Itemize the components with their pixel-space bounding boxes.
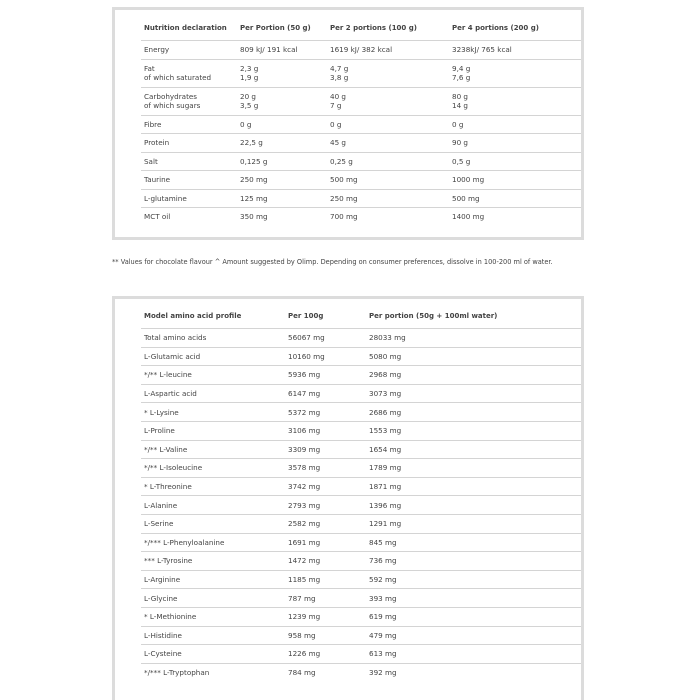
amino-row xyxy=(141,663,581,681)
nutrition-row xyxy=(141,115,581,134)
amino-cell-name: */*** L-Tryptophan xyxy=(141,663,285,681)
nutrition-cell xyxy=(327,189,449,208)
nutrition-row xyxy=(141,152,581,171)
amino-row xyxy=(141,384,581,403)
nutrition-cell xyxy=(449,152,581,171)
nutrition-cell-subvalue: 14 g xyxy=(452,101,468,110)
nutrition-cell-value: 1000 mg xyxy=(452,175,485,185)
nutrition-cell xyxy=(449,134,581,153)
nutrition-table-body xyxy=(141,41,581,226)
amino-cell-per100: 1185 mg xyxy=(285,570,366,589)
amino-row xyxy=(141,421,581,440)
amino-cell-portion: 736 mg xyxy=(366,552,581,571)
nutrition-cell xyxy=(237,171,327,190)
amino-row xyxy=(141,496,581,515)
amino-cell-portion: 1291 mg xyxy=(366,514,581,533)
amino-header-cell: Per 100g xyxy=(288,312,324,320)
nutrition-cell xyxy=(327,59,449,87)
amino-cell-portion: 1654 mg xyxy=(366,440,581,459)
amino-cell-per100: 784 mg xyxy=(285,663,366,681)
nutrition-cell xyxy=(327,41,449,60)
amino-cell-portion: 3073 mg xyxy=(366,384,581,403)
amino-row xyxy=(141,459,581,478)
amino-cell-per100: 1691 mg xyxy=(285,533,366,552)
nutrition-cell-value: 0 g xyxy=(452,119,464,129)
nutrition-cell-value: Fat xyxy=(144,64,155,73)
amino-row xyxy=(141,645,581,664)
nutrition-cell-value: 125 mg xyxy=(240,193,268,203)
nutrition-cell xyxy=(141,115,237,134)
amino-cell-name: L-Glycine xyxy=(141,589,285,608)
amino-cell-portion: 619 mg xyxy=(366,607,581,626)
nutrition-cell-value: Taurine xyxy=(144,175,171,185)
nutrition-cell xyxy=(141,208,237,226)
amino-cell-portion: 613 mg xyxy=(366,645,581,664)
nutrition-cell-value: 0 g xyxy=(330,119,342,129)
amino-cell-per100: 2793 mg xyxy=(285,496,366,515)
amino-header-row xyxy=(141,304,581,329)
nutrition-cell xyxy=(237,208,327,226)
nutrition-cell-value: 20 g xyxy=(240,92,256,101)
nutrition-cell xyxy=(141,59,237,87)
amino-cell-per100: 3578 mg xyxy=(285,459,366,478)
amino-header-cell: Model amino acid profile xyxy=(144,312,242,320)
amino-cell-name: L-Glutamic acid xyxy=(141,347,285,366)
amino-cell-portion: 392 mg xyxy=(366,663,581,681)
amino-acid-profile-panel xyxy=(112,296,584,700)
amino-cell-name: L-Proline xyxy=(141,421,285,440)
nutrition-header-cell: Per 2 portions (100 g) xyxy=(330,24,417,32)
nutrition-cell xyxy=(327,208,449,226)
nutrition-header-row xyxy=(141,16,581,41)
nutrition-row xyxy=(141,59,581,87)
amino-cell-portion: 1871 mg xyxy=(366,477,581,496)
nutrition-cell xyxy=(237,134,327,153)
amino-cell-per100: 10160 mg xyxy=(285,347,366,366)
nutrition-cell xyxy=(237,189,327,208)
amino-row xyxy=(141,366,581,385)
nutrition-cell xyxy=(449,59,581,87)
amino-cell-name: L-Histidine xyxy=(141,626,285,645)
amino-cell-portion: 393 mg xyxy=(366,589,581,608)
amino-row xyxy=(141,533,581,552)
amino-cell-portion: 2686 mg xyxy=(366,403,581,422)
amino-cell-name: */** L-leucine xyxy=(141,366,285,385)
amino-acid-table xyxy=(141,304,581,681)
amino-cell-portion: 2968 mg xyxy=(366,366,581,385)
nutrition-cell-value: Protein xyxy=(144,138,170,148)
amino-cell-name: */** L-Valine xyxy=(141,440,285,459)
amino-cell-name: * L-Methionine xyxy=(141,607,285,626)
nutrition-row xyxy=(141,208,581,226)
amino-cell-name: L-Serine xyxy=(141,514,285,533)
amino-cell-per100: 56067 mg xyxy=(285,329,366,348)
nutrition-cell xyxy=(449,208,581,226)
amino-cell-per100: 787 mg xyxy=(285,589,366,608)
nutrition-cell-value: 0,25 g xyxy=(330,156,353,166)
nutrition-cell-value: 0,5 g xyxy=(452,156,471,166)
nutrition-row xyxy=(141,189,581,208)
amino-cell-per100: 1239 mg xyxy=(285,607,366,626)
nutrition-cell xyxy=(141,134,237,153)
nutrition-cell-subvalue: 1,9 g xyxy=(240,73,259,82)
nutrition-cell-subvalue: 3,8 g xyxy=(330,73,349,82)
nutrition-cell-value: 0,125 g xyxy=(240,156,268,166)
amino-row xyxy=(141,440,581,459)
amino-cell-name: L-Alanine xyxy=(141,496,285,515)
nutrition-cell xyxy=(449,115,581,134)
nutrition-cell xyxy=(449,171,581,190)
amino-cell-per100: 6147 mg xyxy=(285,384,366,403)
nutrition-cell-value: 90 g xyxy=(452,138,468,148)
nutrition-cell-value: Energy xyxy=(144,45,170,55)
nutrition-cell xyxy=(237,87,327,115)
amino-cell-name: L-Cysteine xyxy=(141,645,285,664)
nutrition-cell-value: L-glutamine xyxy=(144,193,187,203)
amino-cell-name: Total amino acids xyxy=(141,329,285,348)
footnote: ** Values for chocolate flavour ^ Amount suggested by Olimp. Depending on consumer preferences, dissolve in 100-200 ml of water. xyxy=(112,258,553,266)
amino-cell-portion: 28033 mg xyxy=(366,329,581,348)
amino-row xyxy=(141,514,581,533)
amino-row xyxy=(141,570,581,589)
amino-cell-portion: 1553 mg xyxy=(366,421,581,440)
amino-cell-per100: 1226 mg xyxy=(285,645,366,664)
nutrition-cell xyxy=(449,189,581,208)
amino-row xyxy=(141,477,581,496)
amino-row xyxy=(141,626,581,645)
nutrition-cell xyxy=(237,152,327,171)
nutrition-cell-value: 700 mg xyxy=(330,212,358,222)
amino-table-body xyxy=(141,329,581,682)
amino-cell-portion: 845 mg xyxy=(366,533,581,552)
nutrition-cell xyxy=(327,134,449,153)
nutrition-row xyxy=(141,41,581,60)
nutrition-table xyxy=(141,16,581,226)
nutrition-row xyxy=(141,171,581,190)
nutrition-cell-value: 1619 kJ/ 382 kcal xyxy=(330,45,393,55)
amino-cell-portion: 1396 mg xyxy=(366,496,581,515)
nutrition-cell-subvalue: 7,6 g xyxy=(452,73,471,82)
nutrition-cell xyxy=(141,87,237,115)
nutrition-row xyxy=(141,134,581,153)
nutrition-cell xyxy=(327,152,449,171)
nutrition-cell xyxy=(327,171,449,190)
nutrition-declaration-panel xyxy=(112,7,584,240)
nutrition-cell-value: 22,5 g xyxy=(240,138,263,148)
nutrition-cell-subvalue: of which saturated xyxy=(144,73,212,82)
nutrition-cell xyxy=(141,171,237,190)
nutrition-cell xyxy=(449,87,581,115)
nutrition-cell xyxy=(327,115,449,134)
amino-cell-per100: 5372 mg xyxy=(285,403,366,422)
amino-cell-per100: 3309 mg xyxy=(285,440,366,459)
amino-cell-name: L-Arginine xyxy=(141,570,285,589)
amino-cell-per100: 958 mg xyxy=(285,626,366,645)
nutrition-cell-value: 3238kJ/ 765 kcal xyxy=(452,45,512,55)
amino-row xyxy=(141,552,581,571)
amino-cell-per100: 1472 mg xyxy=(285,552,366,571)
amino-row xyxy=(141,589,581,608)
nutrition-cell-value: 250 mg xyxy=(330,193,358,203)
nutrition-cell-value: 80 g xyxy=(452,92,468,101)
nutrition-cell xyxy=(141,41,237,60)
amino-cell-name: *** L-Tyrosine xyxy=(141,552,285,571)
nutrition-cell-value: 250 mg xyxy=(240,175,268,185)
amino-cell-name: * L-Threonine xyxy=(141,477,285,496)
nutrition-row xyxy=(141,87,581,115)
amino-cell-portion: 479 mg xyxy=(366,626,581,645)
nutrition-cell xyxy=(237,59,327,87)
amino-cell-name: */** L-Isoleucine xyxy=(141,459,285,478)
nutrition-cell-value: 0 g xyxy=(240,119,252,129)
nutrition-cell-value: 2,3 g xyxy=(240,64,259,73)
nutrition-cell-value: 500 mg xyxy=(452,193,480,203)
nutrition-cell xyxy=(141,152,237,171)
nutrition-cell-value: 500 mg xyxy=(330,175,358,185)
amino-cell-name: */*** L-Phenyloalanine xyxy=(141,533,285,552)
amino-cell-portion: 592 mg xyxy=(366,570,581,589)
nutrition-cell-value: Salt xyxy=(144,156,158,166)
nutrition-cell-subvalue: 7 g xyxy=(330,101,342,110)
amino-cell-per100: 5936 mg xyxy=(285,366,366,385)
nutrition-cell-value: Carbohydrates xyxy=(144,92,198,101)
nutrition-cell-value: 809 kJ/ 191 kcal xyxy=(240,45,298,55)
nutrition-cell-subvalue: 3,5 g xyxy=(240,101,259,110)
nutrition-cell-value: 4,7 g xyxy=(330,64,349,73)
nutrition-cell xyxy=(449,41,581,60)
amino-cell-name: L-Aspartic acid xyxy=(141,384,285,403)
amino-row xyxy=(141,347,581,366)
amino-cell-per100: 2582 mg xyxy=(285,514,366,533)
nutrition-cell-value: Fibre xyxy=(144,119,162,129)
amino-row xyxy=(141,403,581,422)
nutrition-header-cell: Per Portion (50 g) xyxy=(240,24,311,32)
nutrition-cell xyxy=(141,189,237,208)
amino-cell-per100: 3106 mg xyxy=(285,421,366,440)
nutrition-cell-value: 45 g xyxy=(330,138,346,148)
amino-cell-portion: 5080 mg xyxy=(366,347,581,366)
amino-cell-name: * L-Lysine xyxy=(141,403,285,422)
nutrition-cell xyxy=(327,87,449,115)
nutrition-cell xyxy=(237,41,327,60)
amino-cell-portion: 1789 mg xyxy=(366,459,581,478)
amino-row xyxy=(141,607,581,626)
nutrition-cell-value: 40 g xyxy=(330,92,346,101)
amino-header-cell: Per portion (50g + 100ml water) xyxy=(369,312,498,320)
nutrition-cell-value: 9,4 g xyxy=(452,64,471,73)
amino-cell-per100: 3742 mg xyxy=(285,477,366,496)
amino-row xyxy=(141,329,581,348)
nutrition-cell-value: MCT oil xyxy=(144,212,171,222)
nutrition-cell-value: 1400 mg xyxy=(452,212,485,222)
nutrition-header-cell: Per 4 portions (200 g) xyxy=(452,24,539,32)
nutrition-cell xyxy=(237,115,327,134)
nutrition-header-cell: Nutrition declaration xyxy=(144,24,227,32)
nutrition-cell-value: 350 mg xyxy=(240,212,268,222)
nutrition-cell-subvalue: of which sugars xyxy=(144,101,201,110)
